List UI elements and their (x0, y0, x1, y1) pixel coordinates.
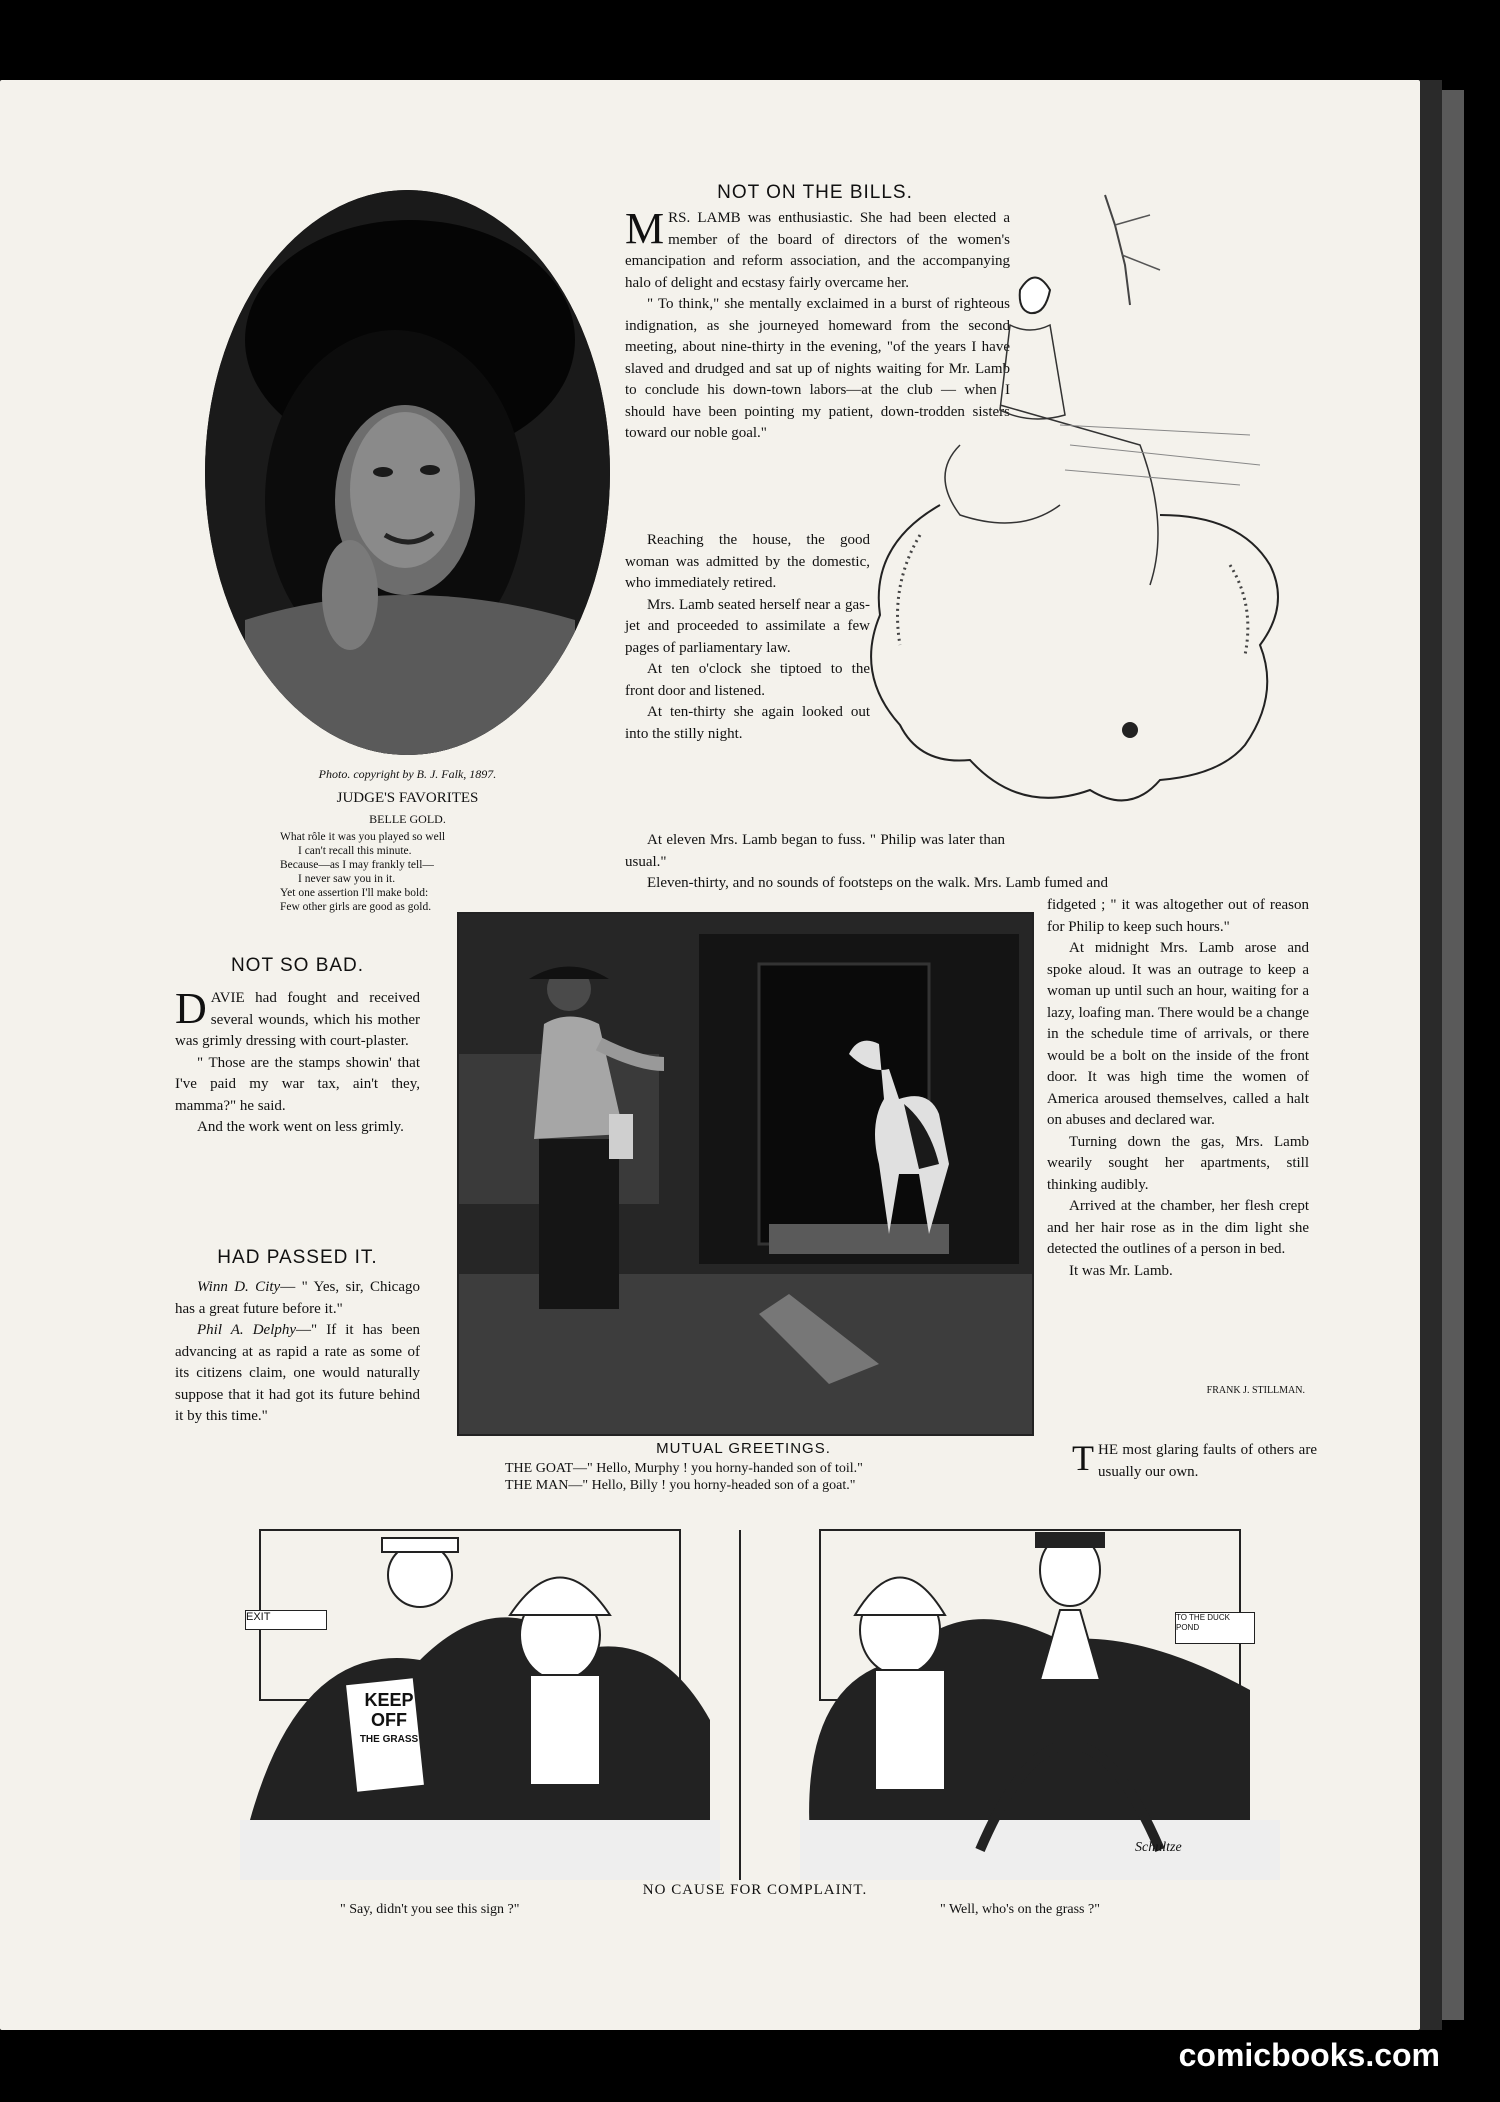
bills-paragraph (625, 873, 1307, 895)
verse-line: Few other girls are good as gold. (280, 901, 432, 913)
left-caption: " Say, didn't you see this sign ?" (340, 1902, 520, 1917)
passed-title: HAD PASSED IT. (217, 1247, 378, 1268)
notsobad-paragraph: AVIE had fought and received several wounds, which his mother was grimly dressing with court-plaster. (175, 990, 420, 1049)
greetings-text (505, 1460, 1065, 1494)
dialogue: —" Hello, Billy ! you horny-headed son of a goat." (568, 1478, 856, 1493)
drop-cap: M (625, 204, 665, 253)
notsobad-paragraph: " Those are the stamps showin' that I've paid my war tax, ain't they, mamma?" he said. (175, 1054, 420, 1114)
sign-word: KEEP (364, 1690, 414, 1710)
drop-cap: T (1072, 1438, 1094, 1478)
woman-illustration (860, 185, 1310, 850)
bills-text-right (1047, 895, 1309, 1282)
bills-paragraph: Reaching the house, the good woman was admitted by the domestic, who immediately retired. (625, 532, 870, 591)
faults-paragraph: HE most glaring faults of others are usually our own. (1098, 1442, 1317, 1480)
passed-text (175, 1277, 420, 1428)
verse-line: Yet one assertion I'll make bold: (280, 887, 429, 899)
site-watermark: comicbooks.com (1178, 2037, 1440, 2073)
binding-edge (1442, 90, 1464, 2020)
speaker: Winn D. City (197, 1279, 281, 1295)
bills-paragraph: Turning down the gas, Mrs. Lamb wearily sought her apartments, still thinking audibly. (1047, 1133, 1309, 1193)
bills-paragraph: " To think," she mentally exclaimed in a burst of righteous indignation, as she journeyed homeward from the second meeting, about nine-thirty in the evening, "of the years I have slaved and drudged and sat up of nights waiting for Mr. Lamb to conclude his down-town labors—at the club — when I should have been pointing my patient, down-trodden sisters toward our noble goal." (625, 296, 1010, 441)
notsobad-paragraph: And the work went on less grimly. (197, 1119, 404, 1135)
portrait-name: BELLE GOLD. (369, 812, 446, 826)
dialogue: —" If it has been advancing at as rapid a rate as some of its citizens claim, one would naturally suppose that it had got its future behind it by this time." (175, 1322, 420, 1424)
verse-line: Because—as I may frankly tell— (280, 859, 434, 871)
portrait-verse (280, 830, 540, 914)
keep-off-sign (358, 1690, 420, 1750)
verse-line: I never saw you in it. (298, 873, 396, 885)
verse-line: What rôle it was you played so well (280, 831, 446, 843)
speaker: THE MAN (505, 1478, 569, 1493)
bills-paragraph: At midnight Mrs. Lamb arose and spoke aloud. It was an outrage to keep a woman up until such an hour, waiting for a lazy, loafing man. There would be a change in the schedule time of arrivals, or there would be a bolt on the inside of the front door. It was high time the women of America aroused themselves, called a halt on abuses and declared war. (1047, 940, 1309, 1128)
bills-paragraph: It was Mr. Lamb. (1069, 1262, 1173, 1279)
drop-cap: D (175, 984, 207, 1033)
goat-illustration (457, 912, 1034, 1436)
portrait-title: JUDGE'S FAVORITES (336, 790, 479, 806)
right-caption: " Well, who's on the grass ?" (940, 1902, 1100, 1917)
bills-text-narrow (625, 530, 870, 745)
bills-paragraph: Mrs. Lamb seated herself near a gas-jet and proceeded to assimilate a few pages of parliamentary law. (625, 596, 870, 656)
bills-title: NOT ON THE BILLS. (717, 182, 913, 203)
sign-word: THE GRASS (359, 1734, 419, 1745)
cartoon-title: NO CAUSE FOR COMPLAINT. (642, 1882, 868, 1898)
pond-sign: TO THE DUCK POND (1175, 1612, 1255, 1644)
bills-paragraph-text: At eleven Mrs. Lamb began to fuss. " Philip was later than usual." (625, 832, 1005, 870)
verse-line: I can't recall this minute. (298, 845, 412, 857)
faults-text (1072, 1440, 1317, 1483)
bills-paragraph: fidgeted ; " it was altogether out of reason for Philip to keep such hours." (1047, 897, 1309, 935)
bills-paragraph: RS. LAMB was enthusiastic. She had been elected a member of the board of directors of the women's emancipation and reform association, and the accompanying halo of delight and ecstasy fairly overcame her. (625, 210, 1010, 291)
dialogue: — " Yes, sir, Chicago has a great future before it." (175, 1279, 420, 1317)
bills-paragraph: At ten o'clock she tiptoed to the front door and listened. (625, 661, 870, 699)
notsobad-text (175, 984, 420, 1139)
sign-word: OFF (371, 1710, 407, 1730)
bills-paragraph-text: Eleven-thirty, and no sounds of footsteps on the walk. Mrs. Lamb fumed and (647, 875, 1109, 891)
greetings-title: MUTUAL GREETINGS. (656, 1440, 831, 1457)
bills-paragraph: At ten-thirty she again looked out into the stilly night. (625, 704, 870, 742)
speaker: Phil A. Delphy (197, 1322, 297, 1338)
speaker: THE GOAT (505, 1461, 574, 1476)
artist-signature: Schultze (1135, 1840, 1182, 1855)
notsobad-title: NOT SO BAD. (230, 955, 365, 976)
dialogue: —" Hello, Murphy ! you horny-handed son of toil." (573, 1461, 863, 1476)
exit-sign: EXIT (245, 1610, 327, 1630)
photo-credit: Photo. copyright by B. J. Falk, 1897. (318, 767, 497, 781)
binding-spine (1420, 80, 1442, 2030)
portrait-photo (205, 190, 610, 755)
bills-paragraph: Arrived at the chamber, her flesh crept and her hair rose as in the dim light she detected the outlines of a person in bed. (1047, 1198, 1309, 1257)
bills-author: FRANK J. STILLMAN. (1206, 1385, 1305, 1396)
